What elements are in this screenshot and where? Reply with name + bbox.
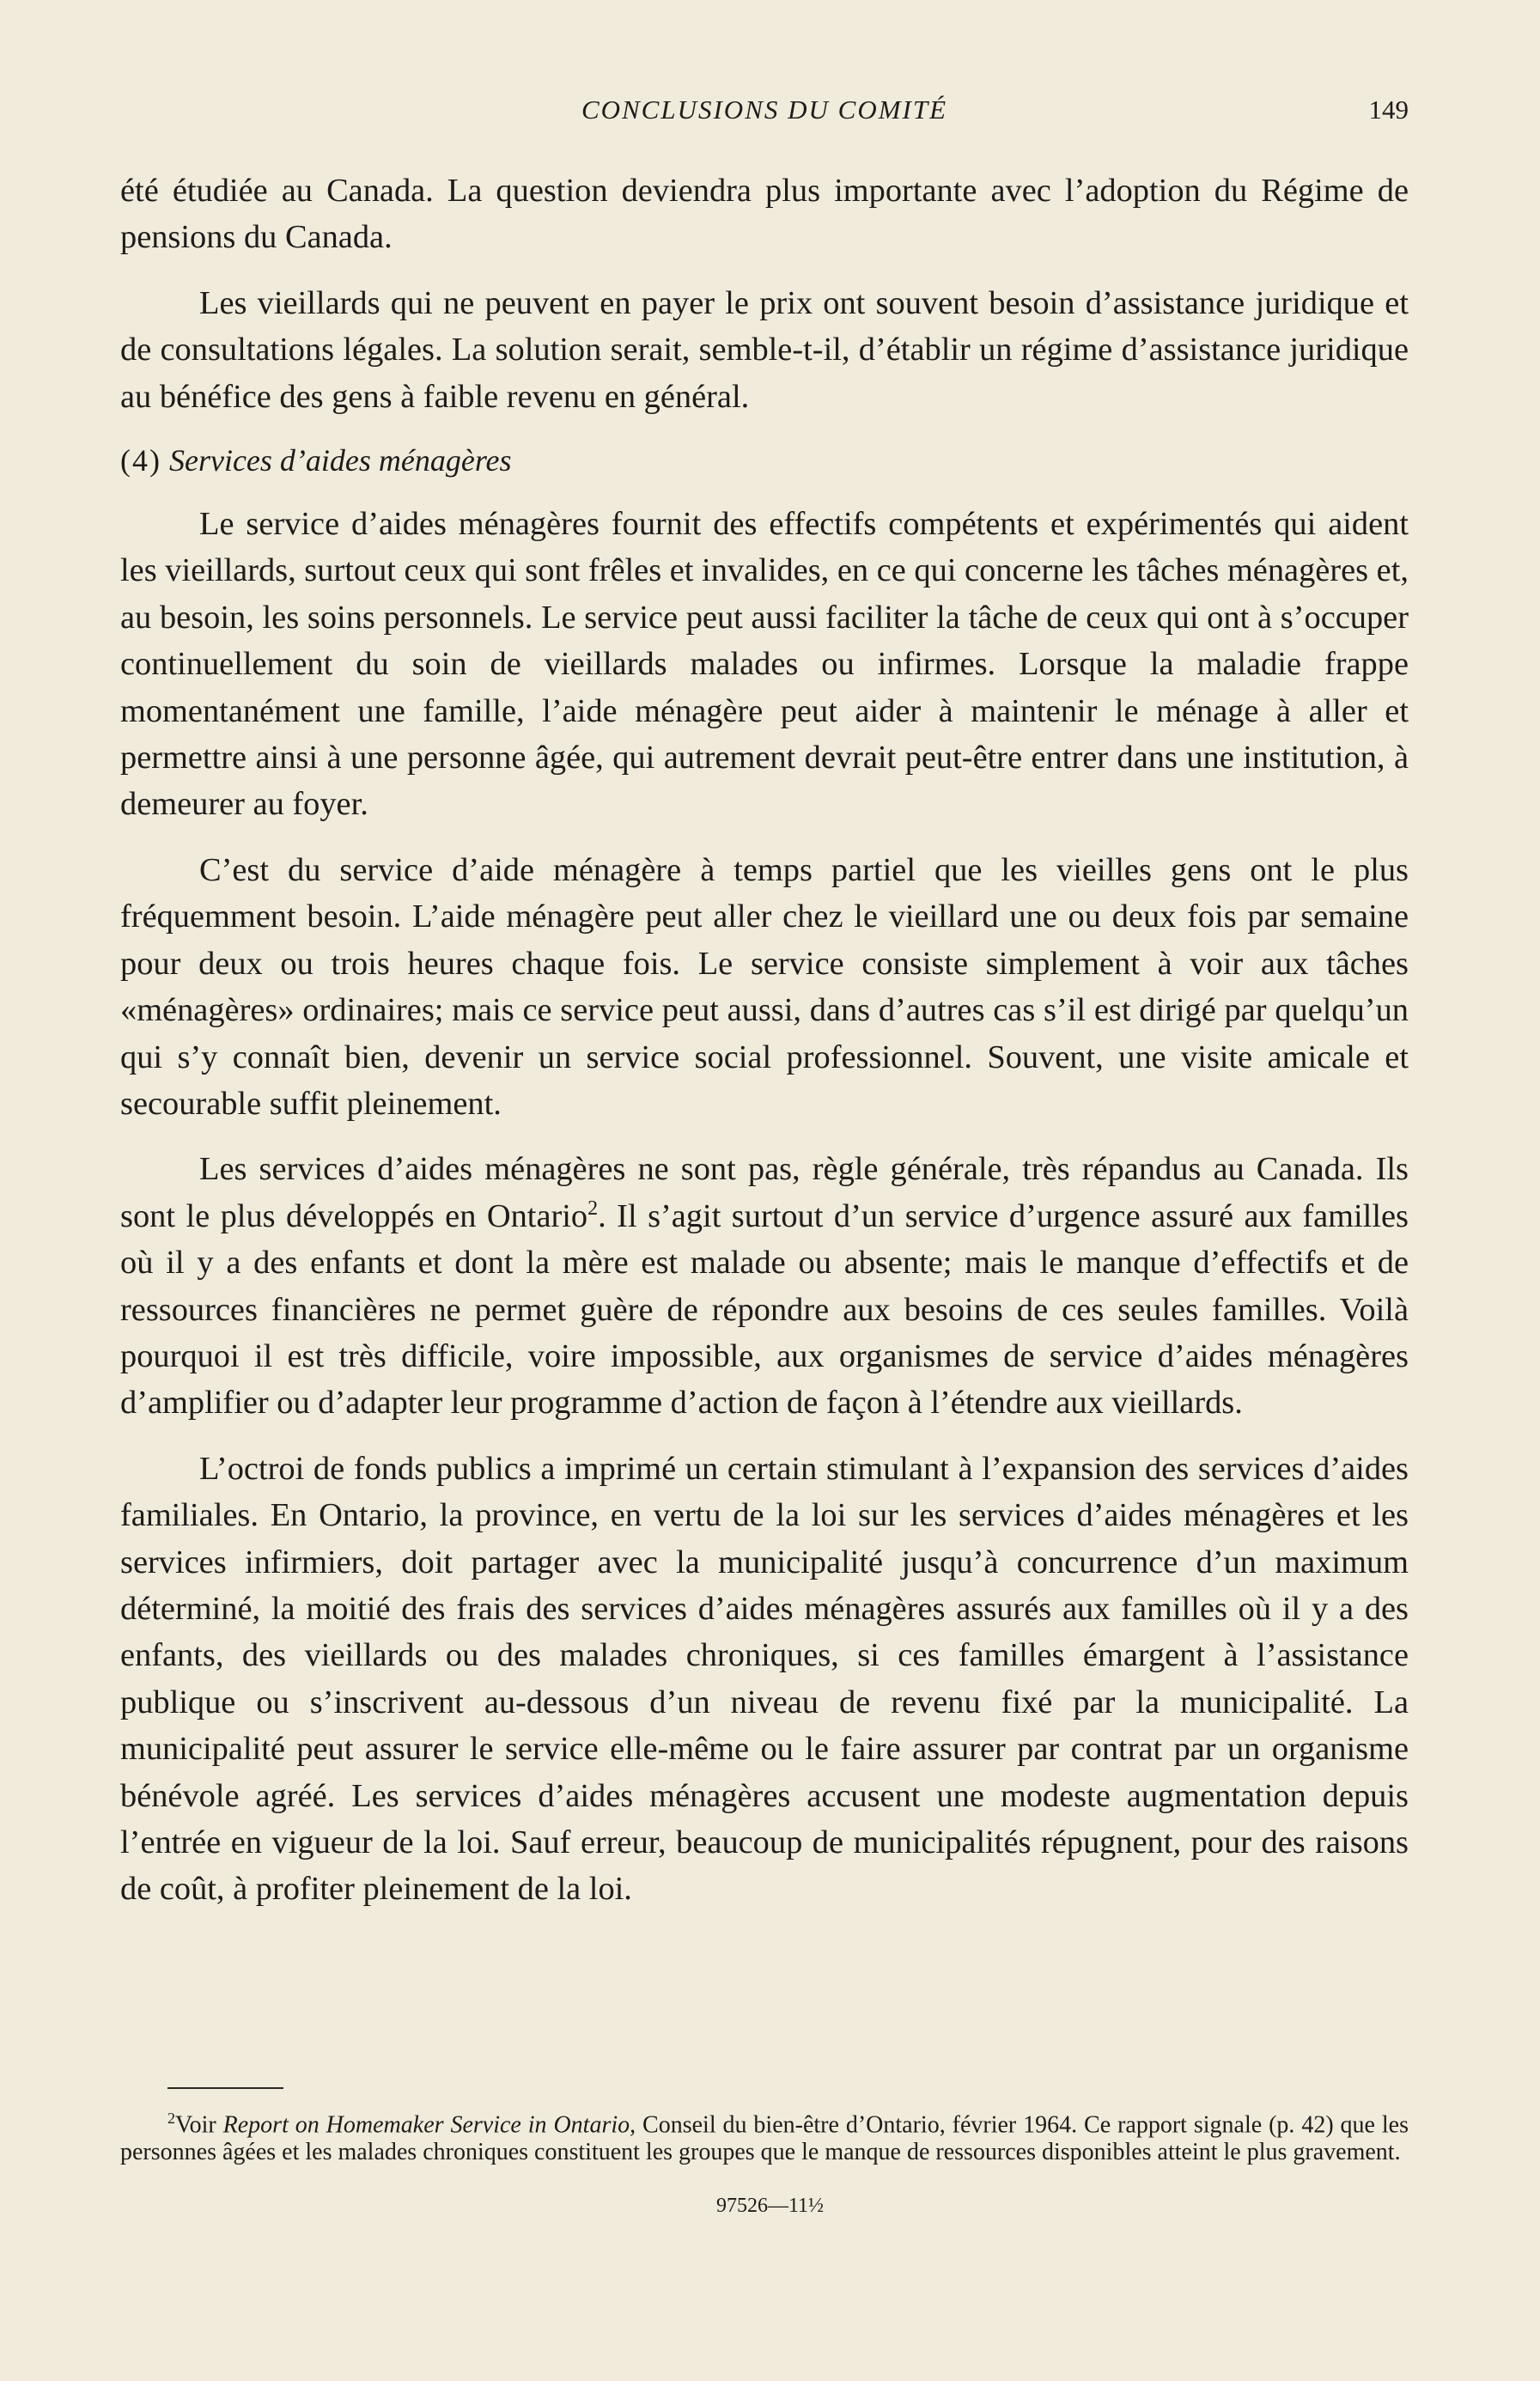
page-number: 149 (1368, 94, 1409, 125)
paragraph-part-time-service: C’est du service d’aide ménagère à temps partiel que les vieilles gens ont le plus fréquemment besoin. L’aide ménagère peut aller chez le vieillard une ou deux fois par semaine pour deux ou trois heures chaque fois. Le service consiste simplement à voir aux tâches «ménagères» ordinaires; mais ce service peut aussi, dans d’autres cas s’il est dirigé par quelqu’un qui s’y connaît bien, devenir un service social professionnel. Souvent, une visite amicale et secourable suffit pleinement. (120, 851, 1409, 1122)
footnote-rule (167, 2087, 283, 2089)
footnotes (120, 2087, 1409, 2166)
paragraph-ontario-part-a: Les services d’aides ménagères ne sont pas, règle générale, très répandus au Canada. Ils sont le plus développés en Ontario (120, 1151, 1409, 1234)
paragraph-legal-assistance: Les vieillards qui ne peuvent en payer le prix ont souvent besoin d’assistance juridique et de consultations légales. La solution serait, semble-t-il, d’établir un régime d’assistance juridique au bénéfice des gens à faible revenu en général. (120, 284, 1409, 415)
section-title: Services d’aides ménagères (168, 443, 512, 478)
footnote-text: Conseil du bien-être d’Ontario, février 1964. Ce rapport signale (p. 42) que les personnes âgées et les malades chroniques constituent les groupes que le manque de ressources disponibles atteint le plus gravement. (120, 2111, 1409, 2166)
running-title: CONCLUSIONS DU COMITÉ (581, 94, 948, 125)
page-header (120, 94, 1409, 137)
paragraph-continued: été étudiée au Canada. La question deviendra plus importante avec l’adoption du Régime de pensions du Canada. (120, 173, 1409, 256)
paragraph-homemaker-service: Le service d’aides ménagères fournit des effectifs compétents et expérimentés qui aident les vieillards, surtout ceux qui sont frêles et invalides, en ce qui concerne les tâches ménagères et, au besoin, les soins personnels. Le service peut aussi faciliter la tâche de ceux qui ont à s’occuper continuellement du soin de vieillards malades ou infirmes. Lorsque la maladie frappe momentanément une famille, l’aide ménagère peut aider à maintenir le ménage à aller et permettre ainsi à une personne âgée, qui autrement devrait peut-être entrer dans une institution, à demeurer au foyer. (120, 506, 1409, 823)
body-text (120, 167, 1409, 1932)
footnote-reference: 2 (587, 1197, 599, 1220)
printer-code: 97526—11½ (715, 2195, 825, 2217)
paragraph-ontario-services (120, 1146, 1409, 1426)
footnote (120, 2104, 1409, 2166)
footnote-lead: Voir (175, 2111, 223, 2139)
section-number: (4) (120, 443, 161, 478)
paragraph-ontario-part-b: . Il s’agit surtout d’un service d’urgence assuré aux familles où il y a des enfants et dont la mère est malade ou absente; mais le manque d’effectifs et de ressources financières ne permet guère de répondre aux besoins de ces seules familles. Voilà pourquoi il est très difficile, voire impossible, aux organismes de service d’aides ménagères d’amplifier ou d’adapter leur programme d’action de façon à l’étendre aux vieillards. (120, 1197, 1409, 1422)
footnote-report-title: Report on Homemaker Service in Ontario, (222, 2111, 636, 2139)
paragraph-public-funds: L’octroi de fonds publics a imprimé un certain stimulant à l’expansion des services d’aides familiales. En Ontario, la province, en vertu de la loi sur les services d’aides ménagères et les services infirmiers, doit partager avec la municipalité jusqu’à concurrence d’un maximum déterminé, la moitié des frais des services d’aides ménagères assurés aux familles où il y a des enfants, des vieillards ou des malades chroniques, si ces familles émargent à l’assistance publique ou s’inscrivent au-dessous d’un niveau de revenu fixé par la municipalité. La municipalité peut assurer le service elle-même ou le faire assurer par contrat par un organisme bénévole agréé. Les services d’aides ménagères accusent une modeste augmentation depuis l’entrée en vigueur de la loi. Sauf erreur, beaucoup de municipalités répugnent, pour des raisons de coût, à profiter pleinement de la loi. (120, 1450, 1409, 1908)
footnote-marker: 2 (167, 2110, 175, 2127)
section-heading (120, 439, 1409, 482)
